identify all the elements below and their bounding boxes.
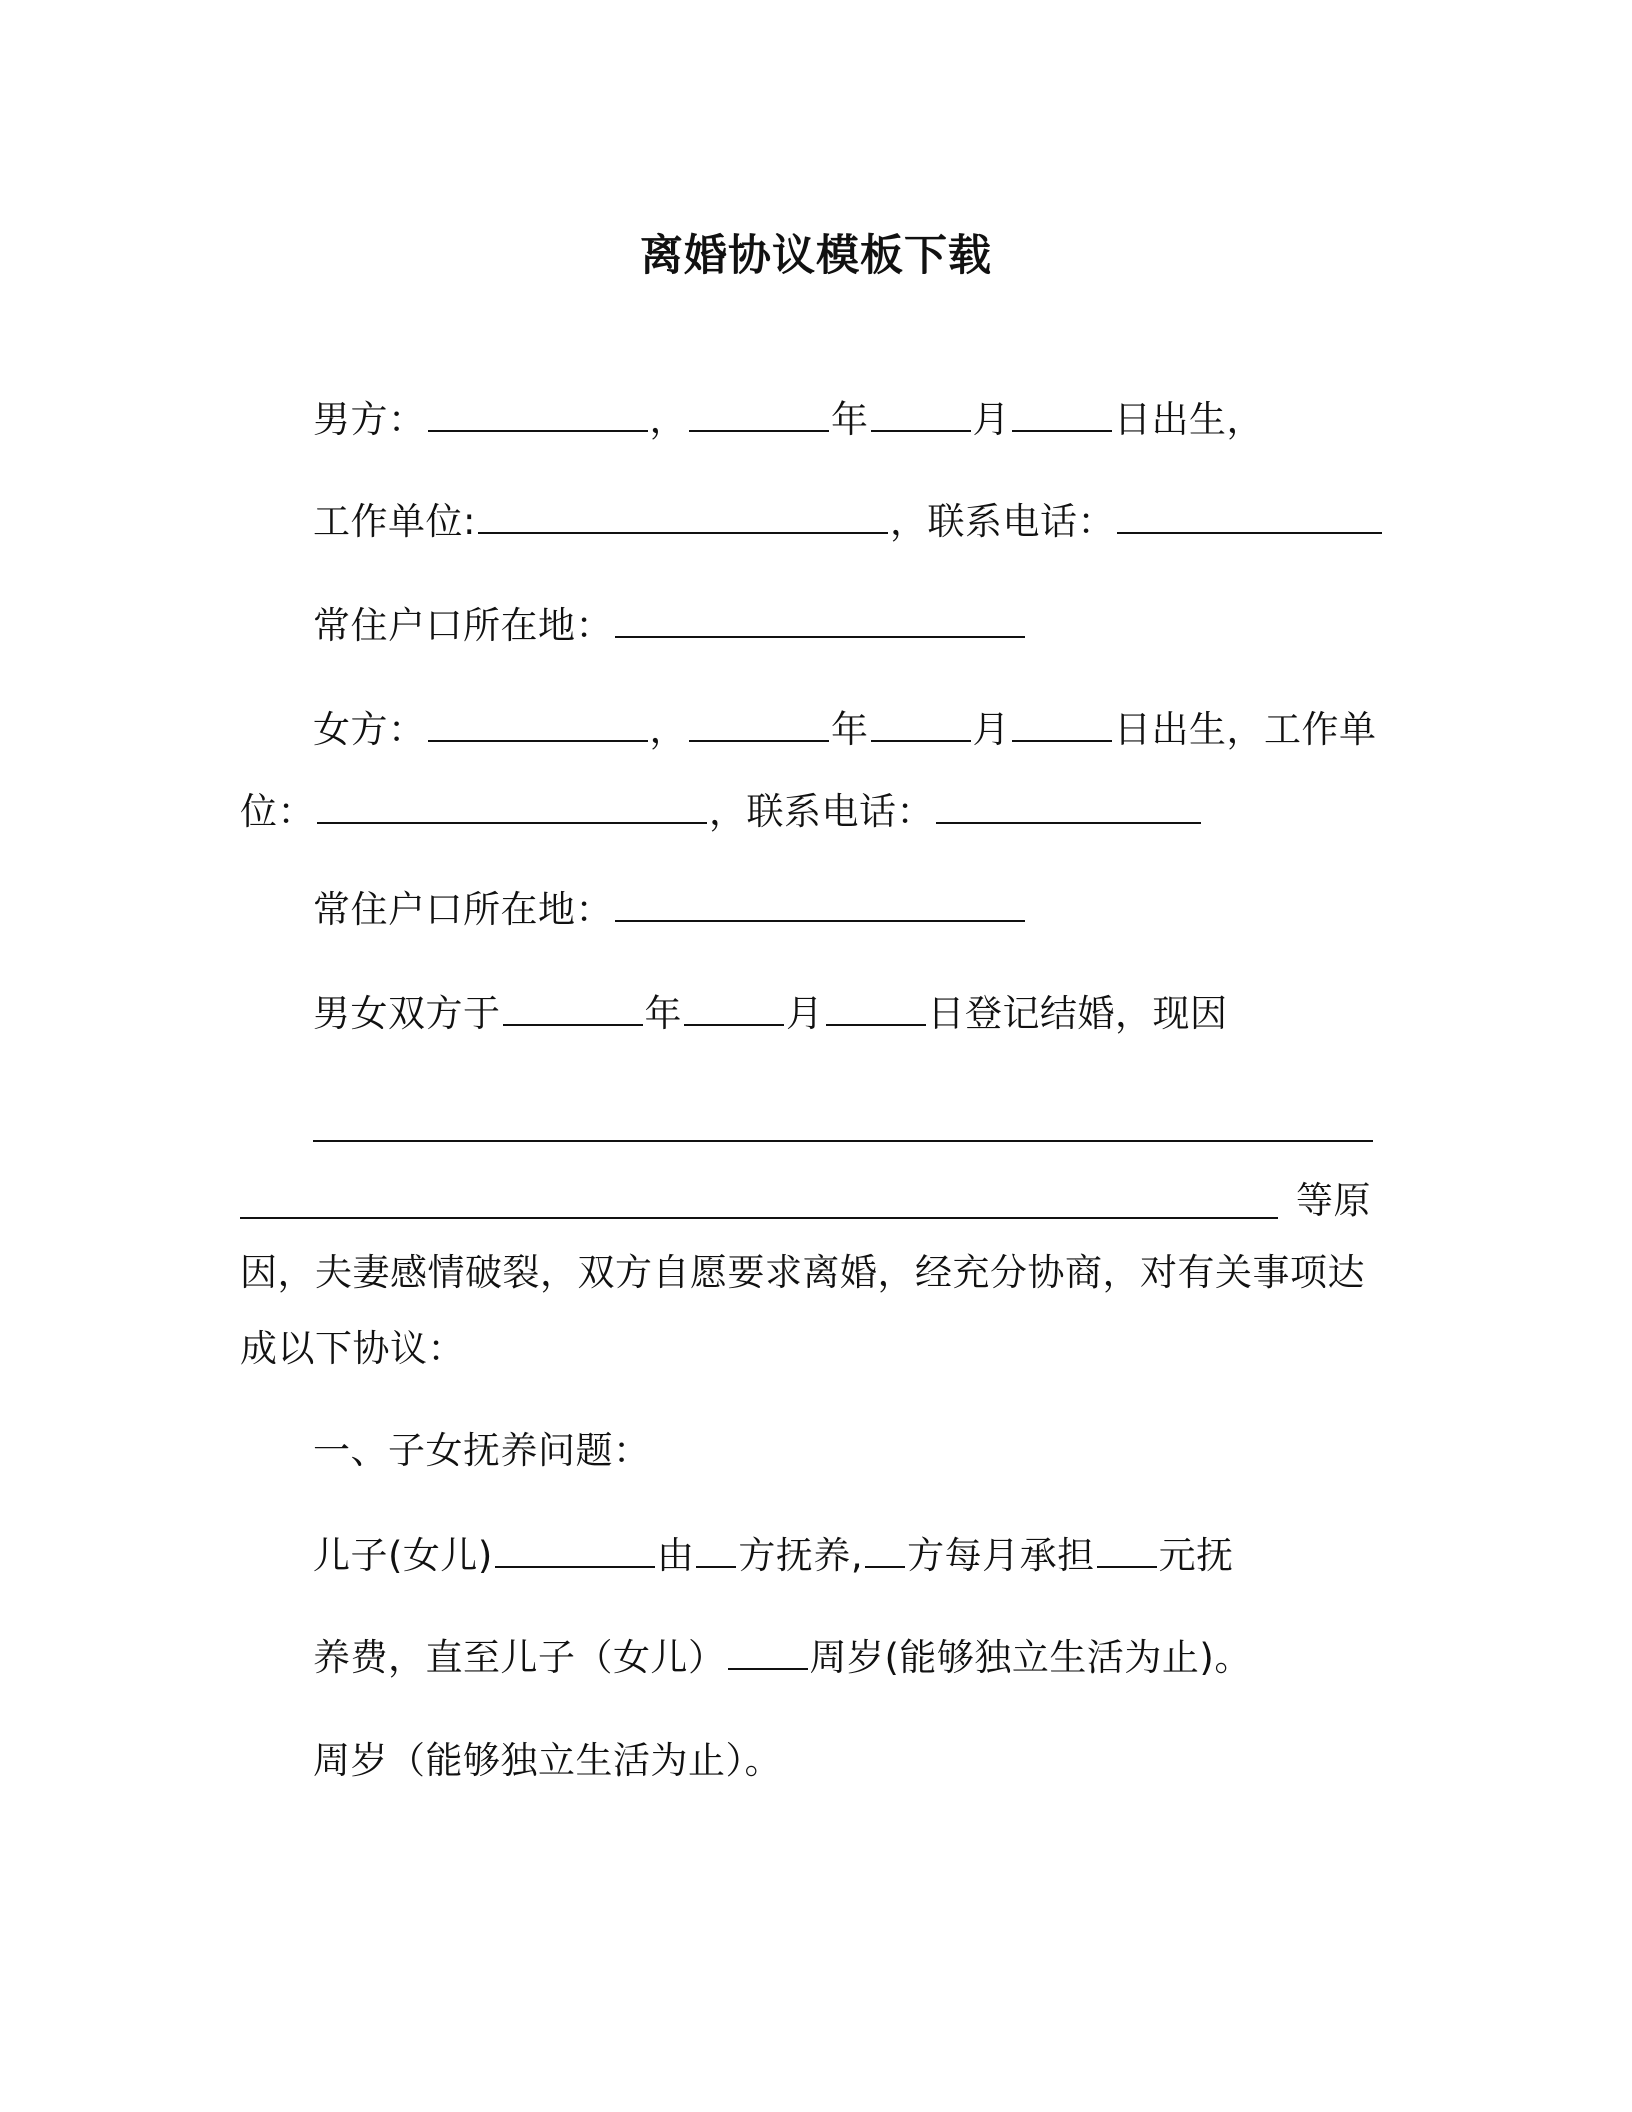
day-born-label: 日出生，: [1114, 398, 1264, 441]
support-line: [313, 1634, 1252, 1681]
female-phone-blank[interactable]: [936, 788, 1201, 824]
phone-label: ，联系电话：: [709, 790, 934, 833]
female-residence-line: [313, 886, 1027, 933]
male-phone-blank[interactable]: [1117, 498, 1382, 534]
comma: ，: [649, 398, 687, 441]
male-residence-line: [313, 602, 1027, 649]
male-birth-year-blank[interactable]: [689, 396, 829, 432]
male-info-line: [313, 396, 1264, 443]
female-name-blank[interactable]: [428, 706, 648, 742]
month-label: 月: [972, 398, 1010, 441]
year-label: 年: [831, 398, 869, 441]
female-residence-blank[interactable]: [615, 886, 1025, 922]
year-label: 年: [644, 992, 682, 1035]
document-title: 离婚协议模板下载: [640, 231, 992, 281]
paying-party-blank[interactable]: [865, 1532, 905, 1568]
comma: ，: [649, 708, 687, 751]
marriage-prefix: 男女双方于: [313, 992, 501, 1035]
marriage-year-blank[interactable]: [503, 990, 643, 1026]
reason-blank-line-1[interactable]: [313, 1140, 1373, 1142]
raise-label: 方抚养,: [738, 1534, 864, 1577]
male-work-unit-blank[interactable]: [478, 498, 888, 534]
male-residence-blank[interactable]: [615, 602, 1025, 638]
reason-suffix: 等原: [1296, 1179, 1371, 1222]
age-blank[interactable]: [728, 1634, 808, 1670]
monthly-amount-blank[interactable]: [1097, 1532, 1157, 1568]
year-label: 年: [831, 708, 869, 751]
yuan-label: 元抚: [1158, 1534, 1234, 1577]
female-work-unit-blank[interactable]: [317, 788, 707, 824]
age-note: 周岁（能够独立生活为止）。: [313, 1739, 782, 1782]
custody-line: [313, 1532, 1234, 1579]
female-work-line: [240, 788, 1203, 835]
month-label: 月: [786, 992, 824, 1035]
custodial-party-blank[interactable]: [696, 1532, 736, 1568]
female-info-line: [313, 706, 1377, 753]
male-birth-month-blank[interactable]: [871, 396, 971, 432]
marriage-month-blank[interactable]: [684, 990, 784, 1026]
by-label: 由: [656, 1534, 695, 1577]
month-label: 月: [972, 708, 1010, 751]
female-birth-day-blank[interactable]: [1012, 706, 1112, 742]
monthly-label: 方每月承担: [907, 1534, 1095, 1577]
marriage-line: [313, 990, 1228, 1037]
male-name-blank[interactable]: [428, 396, 648, 432]
residence-label: 常住户口所在地：: [313, 604, 613, 647]
section-1-heading: 一、子女抚养问题：: [313, 1429, 651, 1472]
male-work-line: [313, 498, 1384, 545]
reason-line-2: 因，夫妻感情破裂，双方自愿要求离婚，经充分协商，对有关事项达: [240, 1251, 1365, 1294]
female-birth-year-blank[interactable]: [689, 706, 829, 742]
work-unit-cont-label: 位：: [240, 790, 315, 833]
male-birth-day-blank[interactable]: [1012, 396, 1112, 432]
day-born-work-label: 日出生，工作单: [1114, 708, 1377, 751]
marriage-day-blank[interactable]: [826, 990, 926, 1026]
phone-label: ，联系电话：: [889, 500, 1115, 543]
female-birth-month-blank[interactable]: [871, 706, 971, 742]
support-suffix: 周岁(能够独立生活为止)。: [809, 1636, 1252, 1679]
reason-blank-line-2[interactable]: [240, 1217, 1278, 1219]
reason-line-3: 成以下协议：: [240, 1327, 465, 1370]
custody-prefix: 儿子(女儿): [313, 1534, 493, 1577]
marriage-day-label: 日登记结婚，现因: [927, 992, 1228, 1035]
male-label: 男方：: [313, 398, 426, 441]
residence-label: 常住户口所在地：: [313, 888, 613, 931]
work-unit-label: 工作单位:: [313, 500, 476, 543]
female-label: 女方：: [313, 708, 426, 751]
child-name-blank[interactable]: [495, 1532, 655, 1568]
support-prefix: 养费，直至儿子（女儿）: [313, 1636, 726, 1679]
